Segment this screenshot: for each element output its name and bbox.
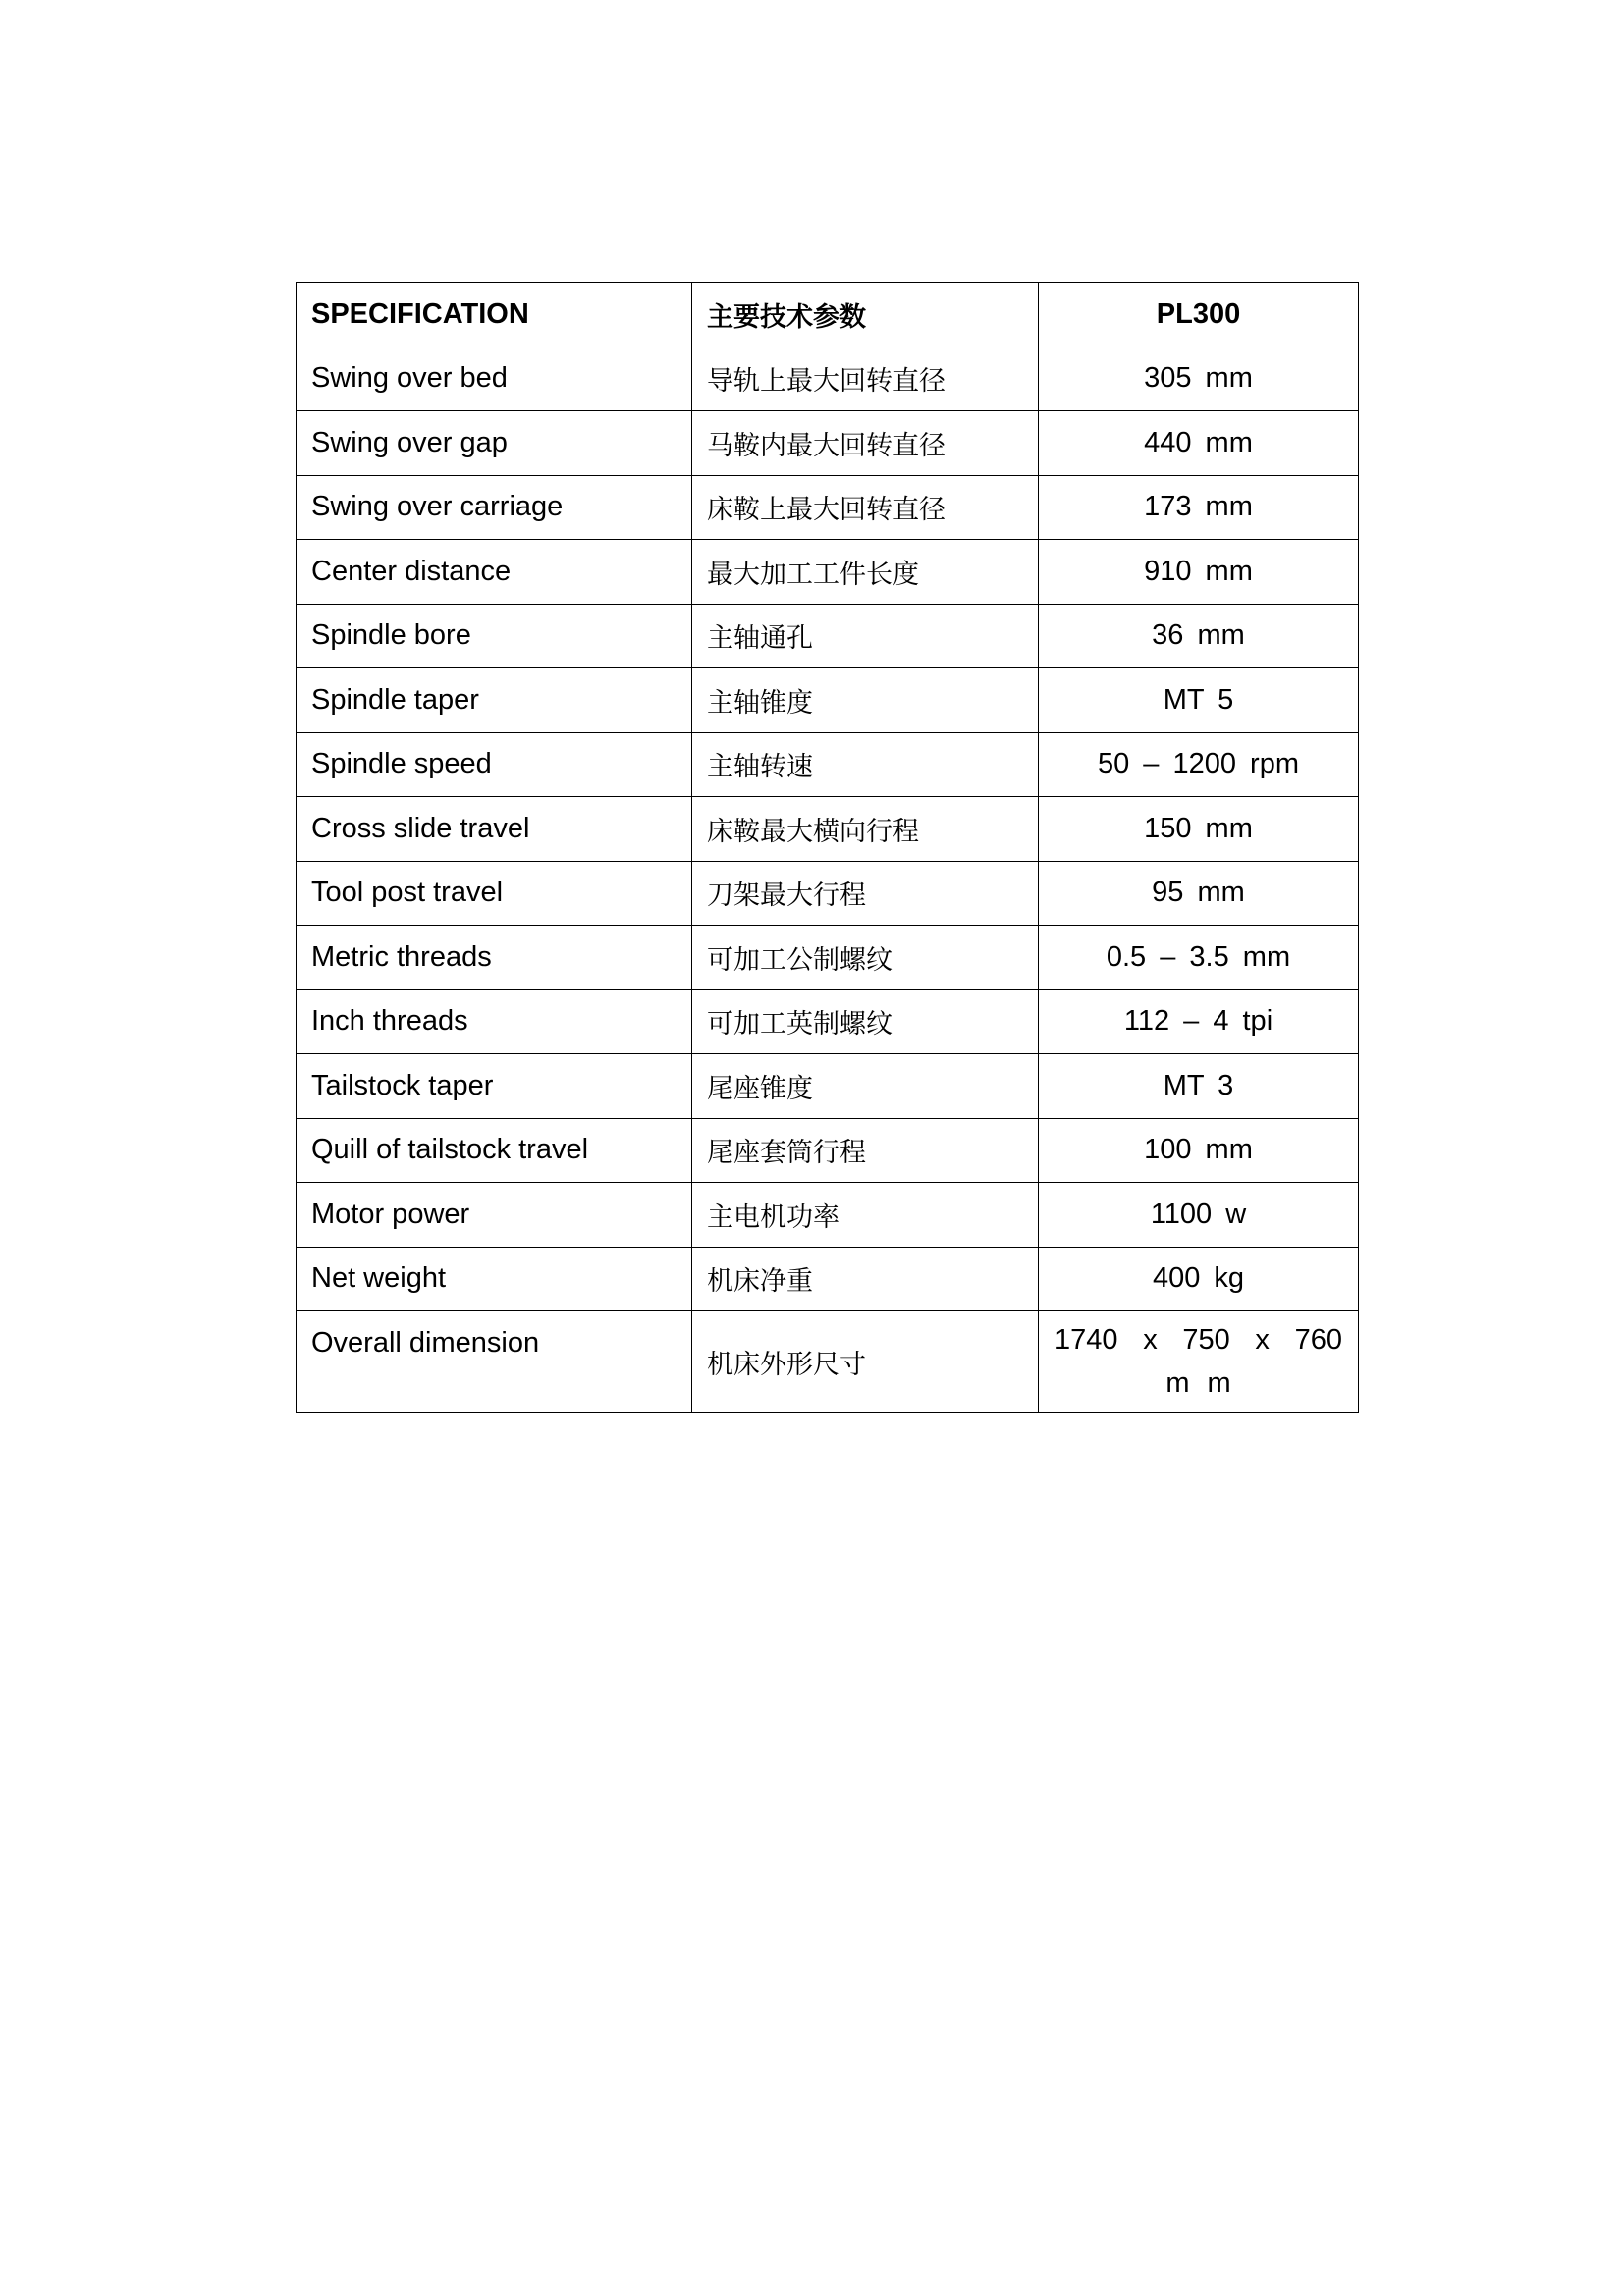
table-row xyxy=(297,1183,1359,1248)
spec-value-cell: MT 5 xyxy=(1039,668,1359,733)
spec-chinese-name-cell: 机床外形尺寸 xyxy=(692,1311,1039,1413)
spec-value-cell: 400 kg xyxy=(1039,1247,1359,1311)
spec-value-cell: 1740 x 750 x 760 m m xyxy=(1039,1311,1359,1413)
spec-value-cell: 150 mm xyxy=(1039,797,1359,862)
spec-chinese-name-cell: 可加工公制螺纹 xyxy=(692,926,1039,990)
spec-chinese-name-cell: 主轴锥度 xyxy=(692,668,1039,733)
table-row xyxy=(297,861,1359,926)
header-chinese-specification: 主要技术参数 xyxy=(692,283,1039,347)
table-row xyxy=(297,797,1359,862)
spec-value-cell: 910 mm xyxy=(1039,540,1359,605)
spec-value-cell: 173 mm xyxy=(1039,475,1359,540)
table-row xyxy=(297,1054,1359,1119)
spec-value-cell: 440 mm xyxy=(1039,411,1359,476)
spec-value-cell: 1100 w xyxy=(1039,1183,1359,1248)
spec-value-cell: 0.5 – 3.5 mm xyxy=(1039,926,1359,990)
spec-value-cell: 95 mm xyxy=(1039,861,1359,926)
table-row xyxy=(297,540,1359,605)
spec-chinese-name-cell: 主轴转速 xyxy=(692,732,1039,797)
spec-name-cell: Spindle bore xyxy=(297,604,692,668)
spec-name-cell: Quill of tailstock travel xyxy=(297,1118,692,1183)
table-header-row xyxy=(297,283,1359,347)
spec-name-cell: Center distance xyxy=(297,540,692,605)
table-row xyxy=(297,1118,1359,1183)
table-row xyxy=(297,1311,1359,1413)
table-row xyxy=(297,347,1359,411)
spec-chinese-name-cell: 尾座锥度 xyxy=(692,1054,1039,1119)
table-row xyxy=(297,732,1359,797)
spec-value-cell: 50 – 1200 rpm xyxy=(1039,732,1359,797)
table-row xyxy=(297,604,1359,668)
specification-table-body xyxy=(297,283,1359,1413)
spec-name-cell: Motor power xyxy=(297,1183,692,1248)
spec-value-cell: 36 mm xyxy=(1039,604,1359,668)
spec-chinese-name-cell: 床鞍上最大回转直径 xyxy=(692,475,1039,540)
table-row xyxy=(297,1247,1359,1311)
spec-name-cell: Tailstock taper xyxy=(297,1054,692,1119)
table-row xyxy=(297,668,1359,733)
spec-name-cell: Cross slide travel xyxy=(297,797,692,862)
spec-chinese-name-cell: 可加工英制螺纹 xyxy=(692,989,1039,1054)
spec-name-cell: Metric threads xyxy=(297,926,692,990)
spec-chinese-name-cell: 马鞍内最大回转直径 xyxy=(692,411,1039,476)
spec-chinese-name-cell: 机床净重 xyxy=(692,1247,1039,1311)
spec-name-cell: Overall dimension xyxy=(297,1311,692,1413)
spec-chinese-name-cell: 最大加工工件长度 xyxy=(692,540,1039,605)
table-row xyxy=(297,411,1359,476)
spec-name-cell: Swing over bed xyxy=(297,347,692,411)
spec-chinese-name-cell: 主轴通孔 xyxy=(692,604,1039,668)
spec-name-cell: Swing over carriage xyxy=(297,475,692,540)
table-row xyxy=(297,475,1359,540)
spec-value-cell: MT 3 xyxy=(1039,1054,1359,1119)
spec-name-cell: Inch threads xyxy=(297,989,692,1054)
spec-value-cell: 305 mm xyxy=(1039,347,1359,411)
spec-chinese-name-cell: 床鞍最大横向行程 xyxy=(692,797,1039,862)
spec-value-cell: 112 – 4 tpi xyxy=(1039,989,1359,1054)
header-model: PL300 xyxy=(1039,283,1359,347)
spec-name-cell: Spindle taper xyxy=(297,668,692,733)
header-specification: SPECIFICATION xyxy=(297,283,692,347)
spec-name-cell: Net weight xyxy=(297,1247,692,1311)
spec-name-cell: Tool post travel xyxy=(297,861,692,926)
spec-chinese-name-cell: 尾座套筒行程 xyxy=(692,1118,1039,1183)
spec-chinese-name-cell: 刀架最大行程 xyxy=(692,861,1039,926)
table-row xyxy=(297,989,1359,1054)
spec-chinese-name-cell: 主电机功率 xyxy=(692,1183,1039,1248)
table-row xyxy=(297,926,1359,990)
spec-name-cell: Spindle speed xyxy=(297,732,692,797)
spec-chinese-name-cell: 导轨上最大回转直径 xyxy=(692,347,1039,411)
spec-value-cell: 100 mm xyxy=(1039,1118,1359,1183)
specification-table xyxy=(296,282,1359,1413)
spec-name-cell: Swing over gap xyxy=(297,411,692,476)
